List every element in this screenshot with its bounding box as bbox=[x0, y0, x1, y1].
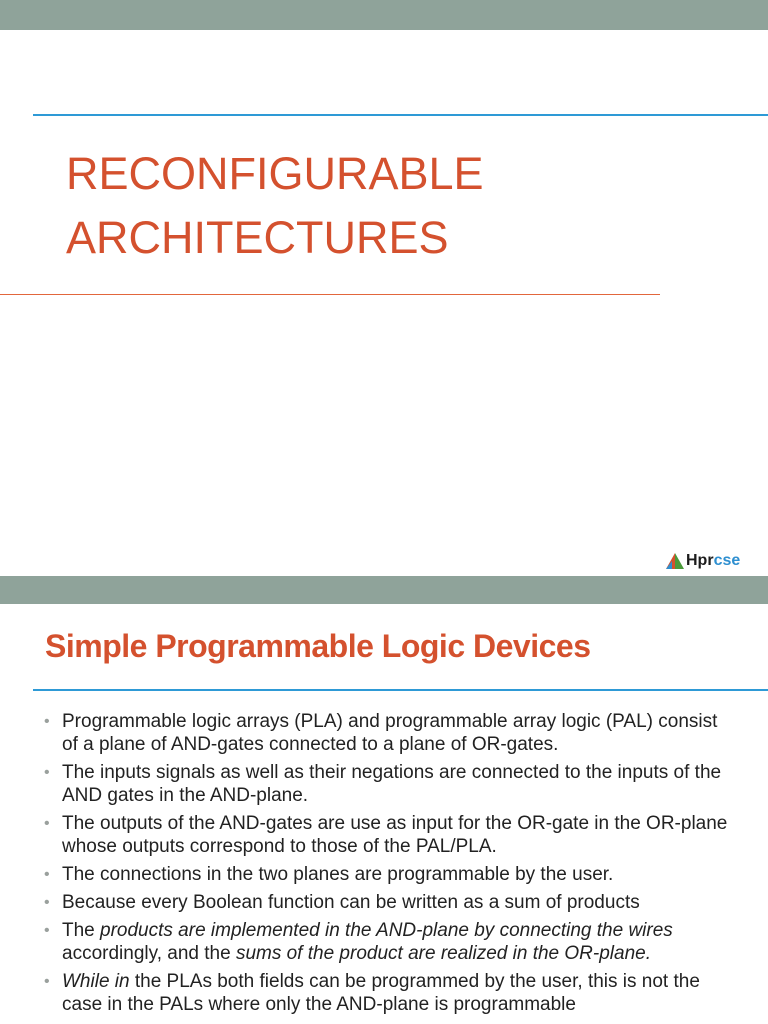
bullet-text: The connections in the two planes are programmable by the user. bbox=[62, 864, 614, 885]
bullet-text: the PLAs both fields can be programmed by the user, this is not the case in the PALs where only the AND-plane is programmable bbox=[62, 971, 700, 1015]
slide-heading: Simple Programmable Logic Devices bbox=[45, 628, 591, 664]
bullet-item bbox=[44, 710, 734, 756]
heading-rule bbox=[33, 689, 768, 691]
title-line-1: RECONFIGURABLE bbox=[66, 148, 484, 199]
bullet-text: accordingly, and the bbox=[62, 943, 236, 964]
logo-text-hpr: Hpr bbox=[686, 552, 714, 569]
bullet-item bbox=[44, 891, 734, 914]
bullet-marker: • bbox=[44, 866, 50, 883]
title-line-2: ARCHITECTURES bbox=[66, 212, 449, 263]
bullet-item bbox=[44, 812, 734, 858]
hprcse-logo bbox=[666, 551, 740, 571]
bullet-item bbox=[44, 761, 734, 807]
bullet-marker: • bbox=[44, 922, 50, 939]
bullet-text-italic: products are implemented in the AND-plane by connecting the wires bbox=[100, 920, 673, 941]
bullet-text: The inputs signals as well as their negations are connected to the inputs of the AND gates in the AND-plane. bbox=[62, 762, 722, 806]
bullet-marker: • bbox=[44, 713, 50, 730]
slide-title bbox=[66, 142, 666, 270]
bullet-text-italic: While in bbox=[62, 971, 130, 992]
bullet-marker: • bbox=[44, 973, 50, 990]
bullet-text: Because every Boolean function can be written as a sum of products bbox=[62, 892, 640, 913]
bullet-marker: • bbox=[44, 815, 50, 832]
bullet-text: The bbox=[62, 920, 101, 941]
bullet-item bbox=[44, 919, 734, 965]
bullet-marker: • bbox=[44, 764, 50, 781]
logo-text-cse: cse bbox=[713, 552, 741, 569]
content-slide bbox=[0, 576, 768, 1024]
bullet-item bbox=[44, 970, 734, 1016]
logo-triangle-icon bbox=[666, 553, 684, 569]
header-band bbox=[0, 0, 768, 30]
bullet-text: Programmable logic arrays (PLA) and programmable array logic (PAL) consist of a plane of AND-gates connected to a plane of OR-gates. bbox=[62, 711, 718, 755]
bullet-list bbox=[44, 710, 734, 1021]
title-top-rule bbox=[33, 114, 768, 116]
bullet-text: The outputs of the AND-gates are use as input for the OR-gate in the OR-plane whose outputs correspond to those of the PAL/PLA. bbox=[62, 813, 728, 857]
bullet-item bbox=[44, 863, 734, 886]
bullet-marker: • bbox=[44, 894, 50, 911]
bullet-text-italic: sums of the product are realized in the OR-plane. bbox=[235, 943, 651, 964]
header-band bbox=[0, 576, 768, 604]
title-bottom-rule bbox=[0, 294, 660, 295]
